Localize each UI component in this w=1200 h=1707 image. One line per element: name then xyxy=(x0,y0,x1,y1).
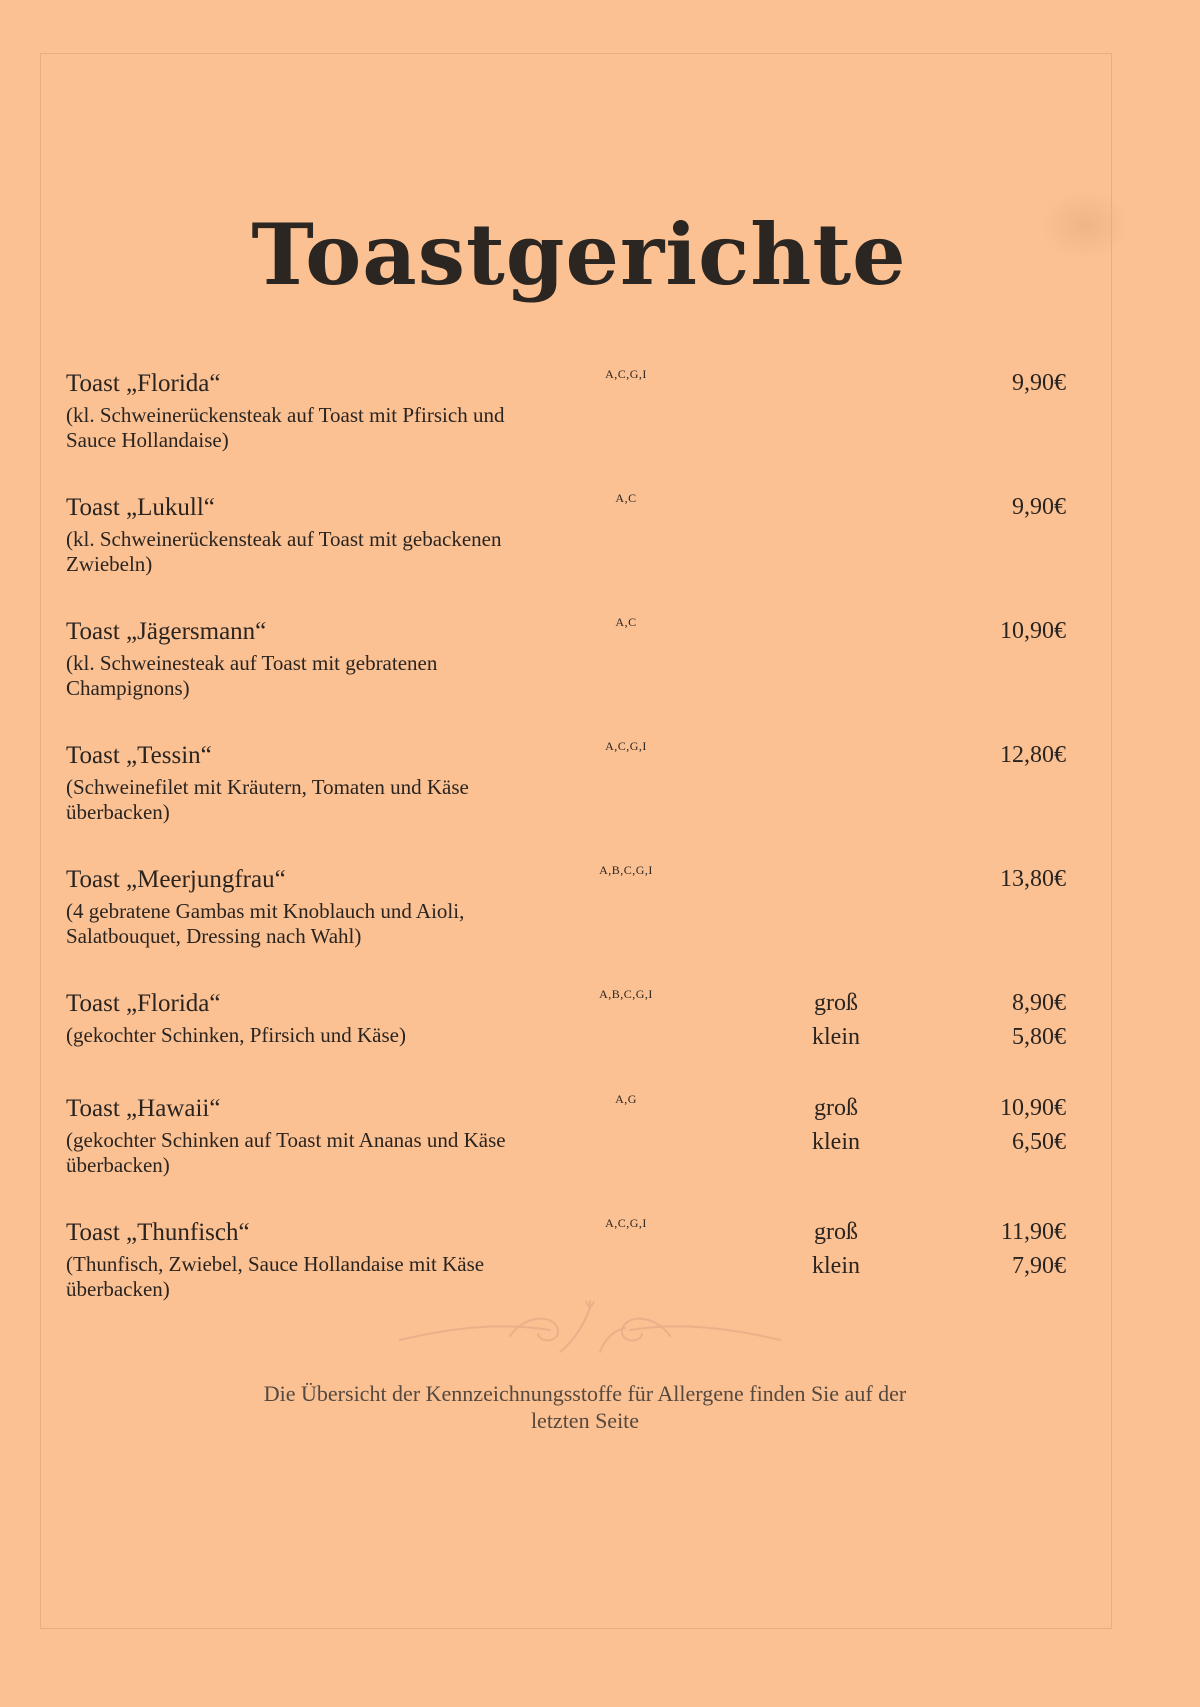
menu-item xyxy=(66,1092,1066,1195)
menu-item xyxy=(66,863,1066,966)
footnote-line: letzten Seite xyxy=(530,1408,640,1433)
size-label: groß xyxy=(814,990,858,1016)
ornament-flourish-icon xyxy=(390,1300,790,1360)
menu-item-allergens: A,C xyxy=(615,615,637,629)
menu-item-description: (gekochter Schinken auf Toast mit Ananas und Käse überbacken) xyxy=(66,1128,506,1177)
menu-item-allergens: A,B,C,G,I xyxy=(599,987,653,1001)
price-row xyxy=(706,1095,1066,1129)
size-label: klein xyxy=(812,1024,860,1050)
size-label: klein xyxy=(812,1129,860,1155)
menu-item xyxy=(66,987,1066,1090)
menu-item-name: Toast „Tessin“ xyxy=(66,742,212,769)
allergen-footnote xyxy=(0,1380,1170,1434)
menu-item-allergens: A,B,C,G,I xyxy=(599,863,653,877)
price: 7,90€ xyxy=(1012,1253,1066,1279)
price: 8,90€ xyxy=(1012,990,1066,1016)
price: 5,80€ xyxy=(1012,1024,1066,1050)
price: 9,90€ xyxy=(1012,494,1066,520)
menu-item-name: Toast „Florida“ xyxy=(66,370,221,397)
menu-item-description: (gekochter Schinken, Pfirsich und Käse) xyxy=(66,1023,406,1047)
menu-item xyxy=(66,739,1066,842)
menu-item-name: Toast „Thunfisch“ xyxy=(66,1219,250,1246)
menu-item xyxy=(66,491,1066,594)
menu-item-allergens: A,C,G,I xyxy=(605,367,647,381)
menu-item-allergens: A,G xyxy=(615,1092,637,1106)
menu-item-description: (kl. Schweinesteak auf Toast mit gebratenen Champignons) xyxy=(66,651,438,700)
menu-item-name: Toast „Lukull“ xyxy=(66,494,215,521)
menu-item-allergens: A,C,G,I xyxy=(605,1216,647,1230)
menu-item xyxy=(66,367,1066,470)
price: 10,90€ xyxy=(1000,618,1066,644)
menu-item-description: (Thunfisch, Zwiebel, Sauce Hollandaise mit Käse überbacken) xyxy=(66,1252,485,1301)
price-row xyxy=(706,1129,1066,1163)
price: 11,90€ xyxy=(1000,1219,1066,1245)
price: 10,90€ xyxy=(1000,1095,1066,1121)
page-title: Toastgerichte xyxy=(251,205,907,304)
price-row xyxy=(706,1219,1066,1253)
price-row xyxy=(706,494,1066,528)
price-row xyxy=(706,618,1066,652)
menu-item-description: (kl. Schweinerückensteak auf Toast mit gebackenen Zwiebeln) xyxy=(66,527,502,576)
price-row xyxy=(706,1024,1066,1058)
menu-item-description: (Schweinefilet mit Kräutern, Tomaten und Käse überbacken) xyxy=(66,775,469,824)
price-row xyxy=(706,370,1066,404)
size-label: groß xyxy=(814,1219,858,1245)
menu-item-allergens: A,C,G,I xyxy=(605,739,647,753)
menu-item-name: Toast „Jägersmann“ xyxy=(66,618,267,645)
menu-item xyxy=(66,615,1066,718)
menu-item-description: (4 gebratene Gambas mit Knoblauch und Aioli, Salatbouquet, Dressing nach Wahl) xyxy=(66,899,465,948)
price: 12,80€ xyxy=(1000,742,1066,768)
size-label: groß xyxy=(814,1095,858,1121)
price-row xyxy=(706,1253,1066,1287)
price: 6,50€ xyxy=(1012,1129,1066,1155)
price-row xyxy=(706,742,1066,776)
footnote-line: Die Übersicht der Kennzeichnungsstoffe für Allergene finden Sie auf der xyxy=(263,1381,907,1406)
price: 9,90€ xyxy=(1012,370,1066,396)
menu-item-name: Toast „Hawaii“ xyxy=(66,1095,221,1122)
size-label: klein xyxy=(812,1253,860,1279)
price: 13,80€ xyxy=(1000,866,1066,892)
menu-item-description: (kl. Schweinerückensteak auf Toast mit Pfirsich und Sauce Hollandaise) xyxy=(66,403,505,452)
price-row xyxy=(706,866,1066,900)
price-row xyxy=(706,990,1066,1024)
menu-item-allergens: A,C xyxy=(615,491,637,505)
menu-item-name: Toast „Meerjungfrau“ xyxy=(66,866,286,893)
menu-item-name: Toast „Florida“ xyxy=(66,990,221,1017)
